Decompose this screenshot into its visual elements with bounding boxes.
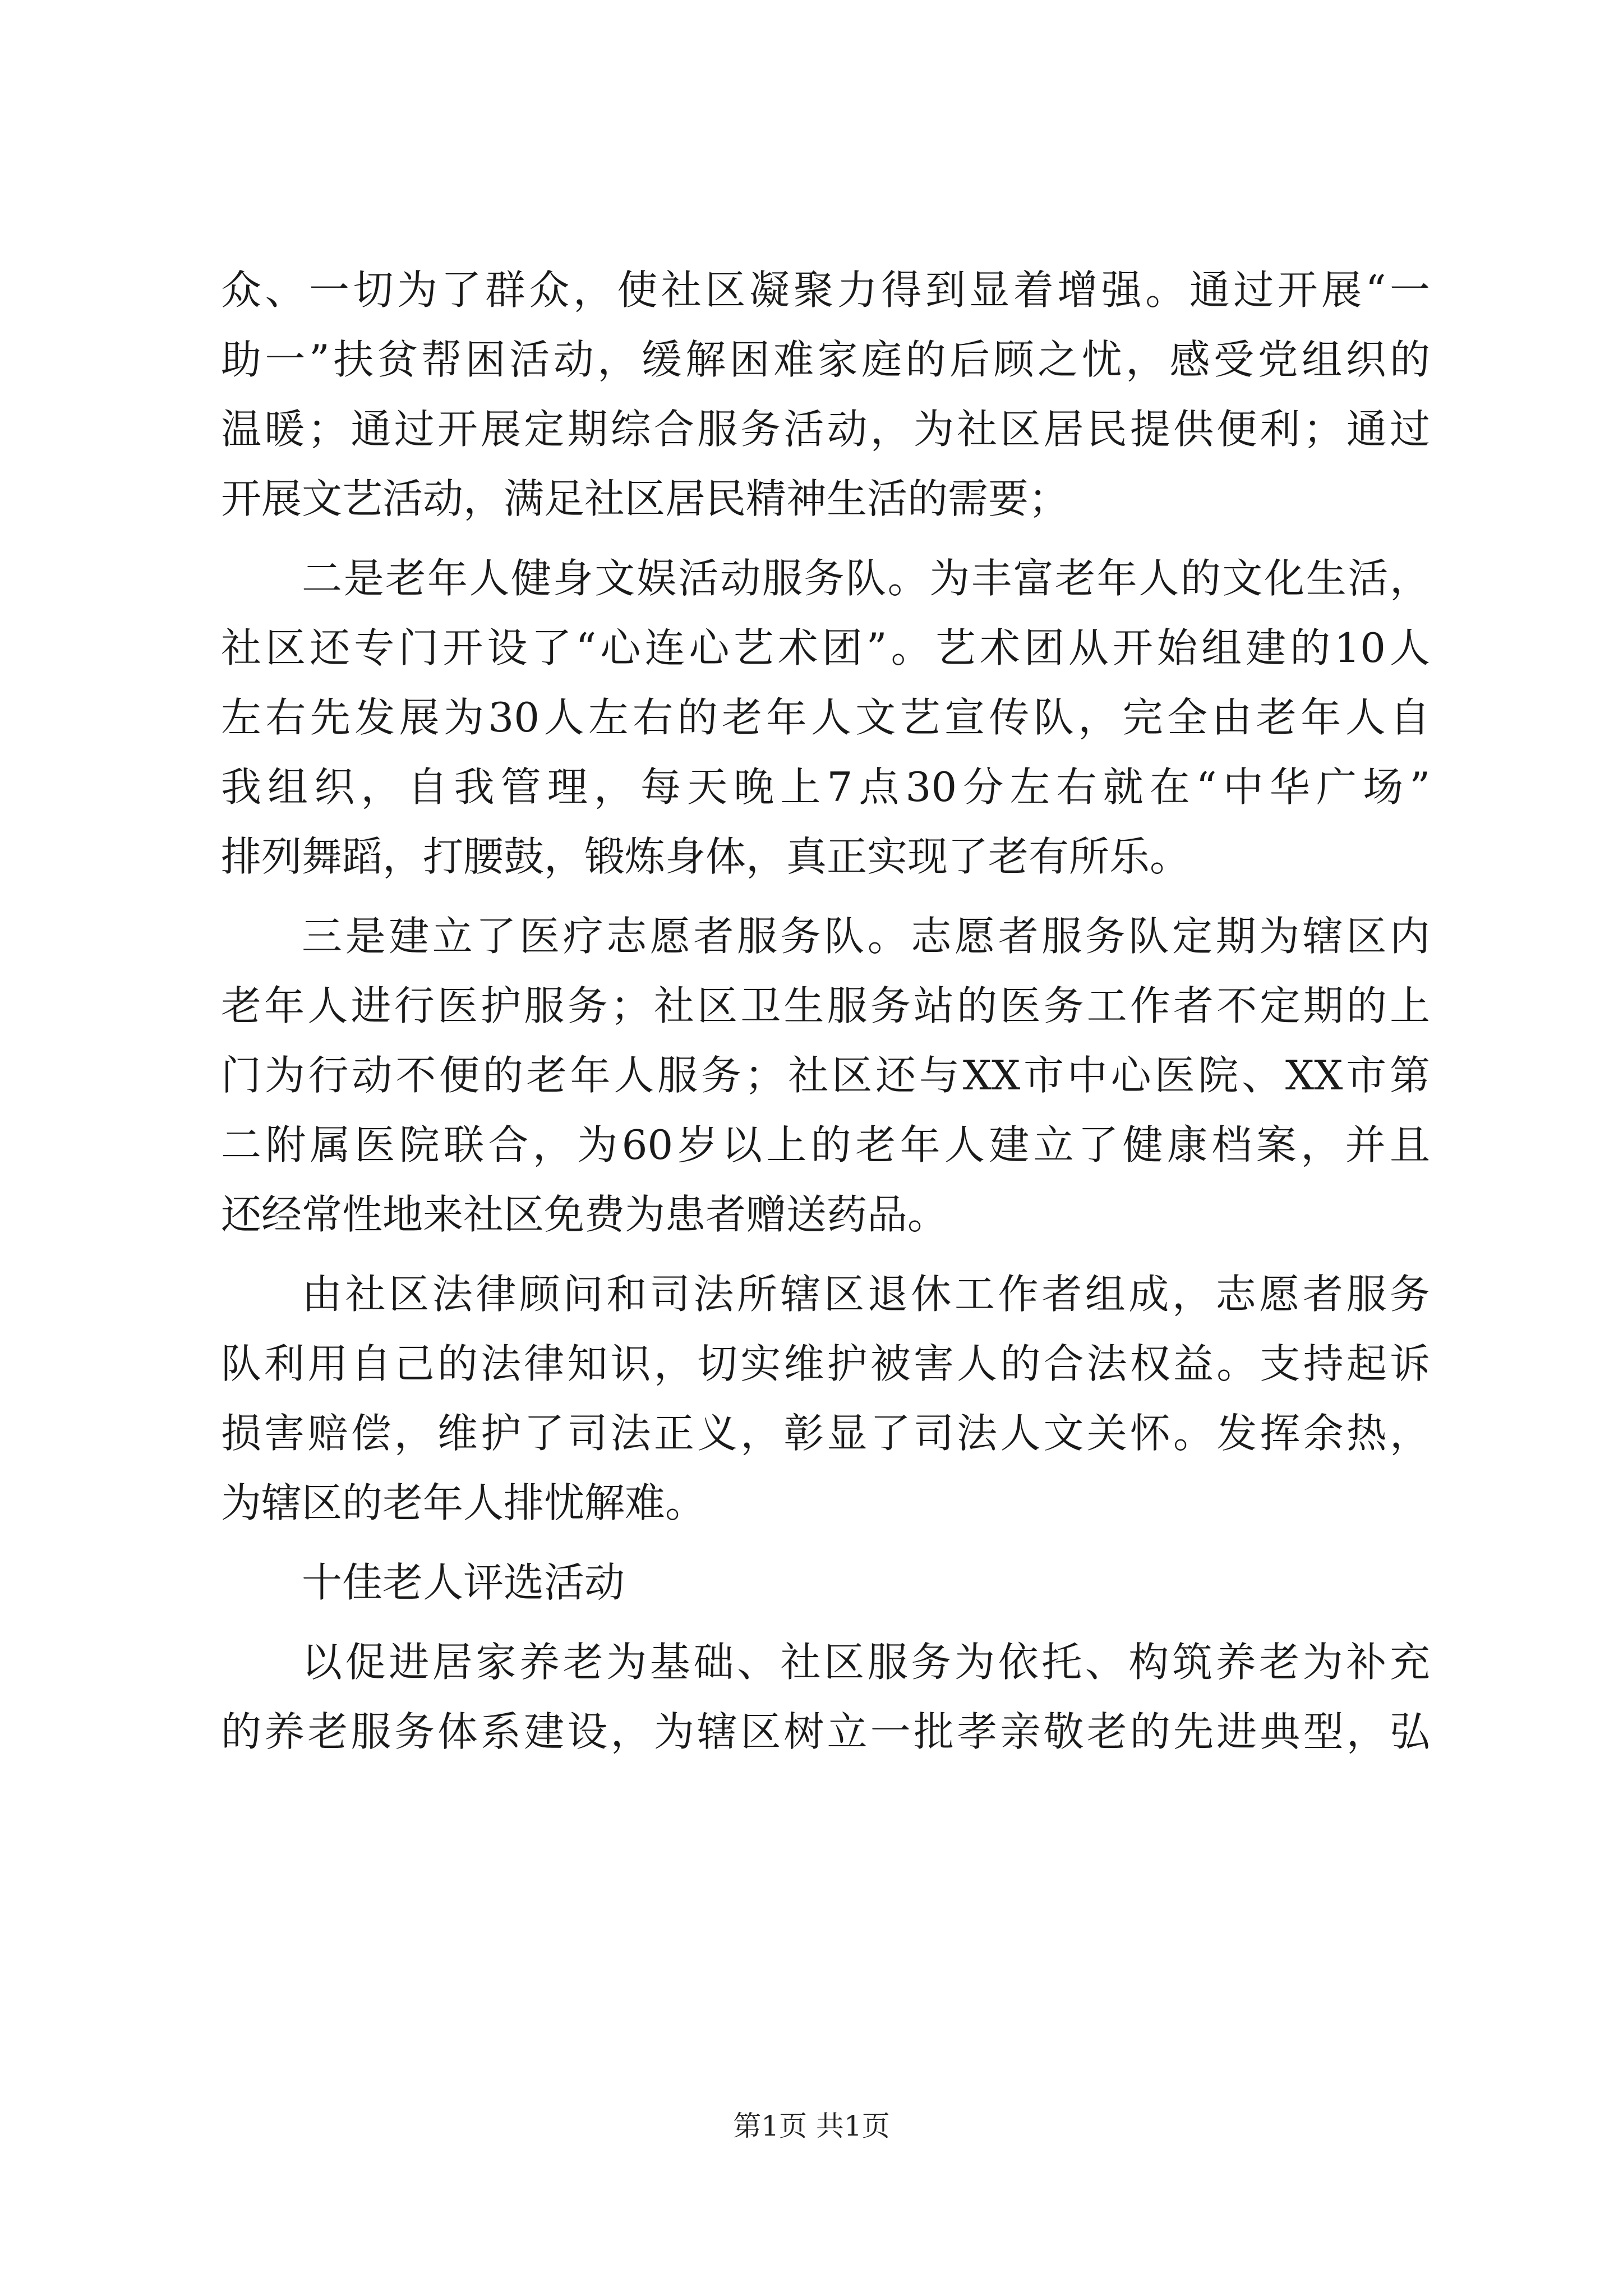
paragraph-3 — [221, 901, 1430, 1249]
text-line: 左右先发展为30人左右的老年人文艺宣传队，完全由老年人自 — [221, 694, 1430, 741]
paragraph-6 — [221, 1627, 1430, 1766]
text-line: 还经常性地来社区免费为患者赠送药品。 — [221, 1191, 948, 1238]
text-line: 老年人进行医护服务；社区卫生服务站的医务工作者不定期的上 — [221, 982, 1430, 1029]
paragraph-4 — [221, 1259, 1430, 1538]
text-line: 的养老服务体系建设，为辖区树立一批孝亲敬老的先进典型，弘 — [221, 1708, 1430, 1755]
text-line: 社区还专门开设了“心连心艺术团”。艺术团从开始组建的10人 — [221, 624, 1430, 671]
text-line: 门为行动不便的老年人服务；社区还与XX市中心医院、XX市第 — [221, 1052, 1430, 1099]
text-line: 十佳老人评选活动 — [302, 1559, 625, 1606]
document-body — [221, 255, 1430, 1766]
text-line: 我组织，自我管理，每天晚上7点30分左右就在“中华广场” — [221, 763, 1430, 811]
text-line: 众、一切为了群众，使社区凝聚力得到显着增强。通过开展“一 — [221, 266, 1430, 314]
text-line: 开展文艺活动，满足社区居民精神生活的需要； — [221, 475, 1069, 522]
paragraph-5 — [221, 1548, 1430, 1617]
text-line: 由社区法律顾问和司法所辖区退休工作者组成，志愿者服务 — [302, 1271, 1430, 1318]
paragraph-1 — [221, 255, 1430, 533]
text-line: 温暖；通过开展定期综合服务活动，为社区居民提供便利；通过 — [221, 406, 1430, 453]
text-line: 损害赔偿，维护了司法正义，彰显了司法人文关怀。发挥余热， — [221, 1410, 1430, 1457]
text-line: 助一”扶贫帮困活动，缓解困难家庭的后顾之忧，感受党组织的 — [221, 336, 1430, 383]
text-line: 为辖区的老年人排忧解难。 — [221, 1479, 706, 1526]
text-line: 三是建立了医疗志愿者服务队。志愿者服务队定期为辖区内 — [302, 913, 1430, 960]
text-line: 排列舞蹈，打腰鼓，锻炼身体，真正实现了老有所乐。 — [221, 833, 1191, 880]
text-line: 以促进居家养老为基础、社区服务为依托、构筑养老为补充 — [302, 1639, 1430, 1686]
page-number-label: 第1页 共1页 — [733, 2110, 890, 2142]
text-line: 二是老年人健身文娱活动服务队。为丰富老年人的文化生活， — [302, 555, 1430, 602]
page-footer — [0, 2109, 1623, 2143]
text-line: 二附属医院联合，为60岁以上的老年人建立了健康档案，并且 — [221, 1121, 1430, 1168]
text-line: 队利用自己的法律知识，切实维护被害人的合法权益。支持起诉 — [221, 1340, 1430, 1387]
paragraph-2 — [221, 544, 1430, 891]
